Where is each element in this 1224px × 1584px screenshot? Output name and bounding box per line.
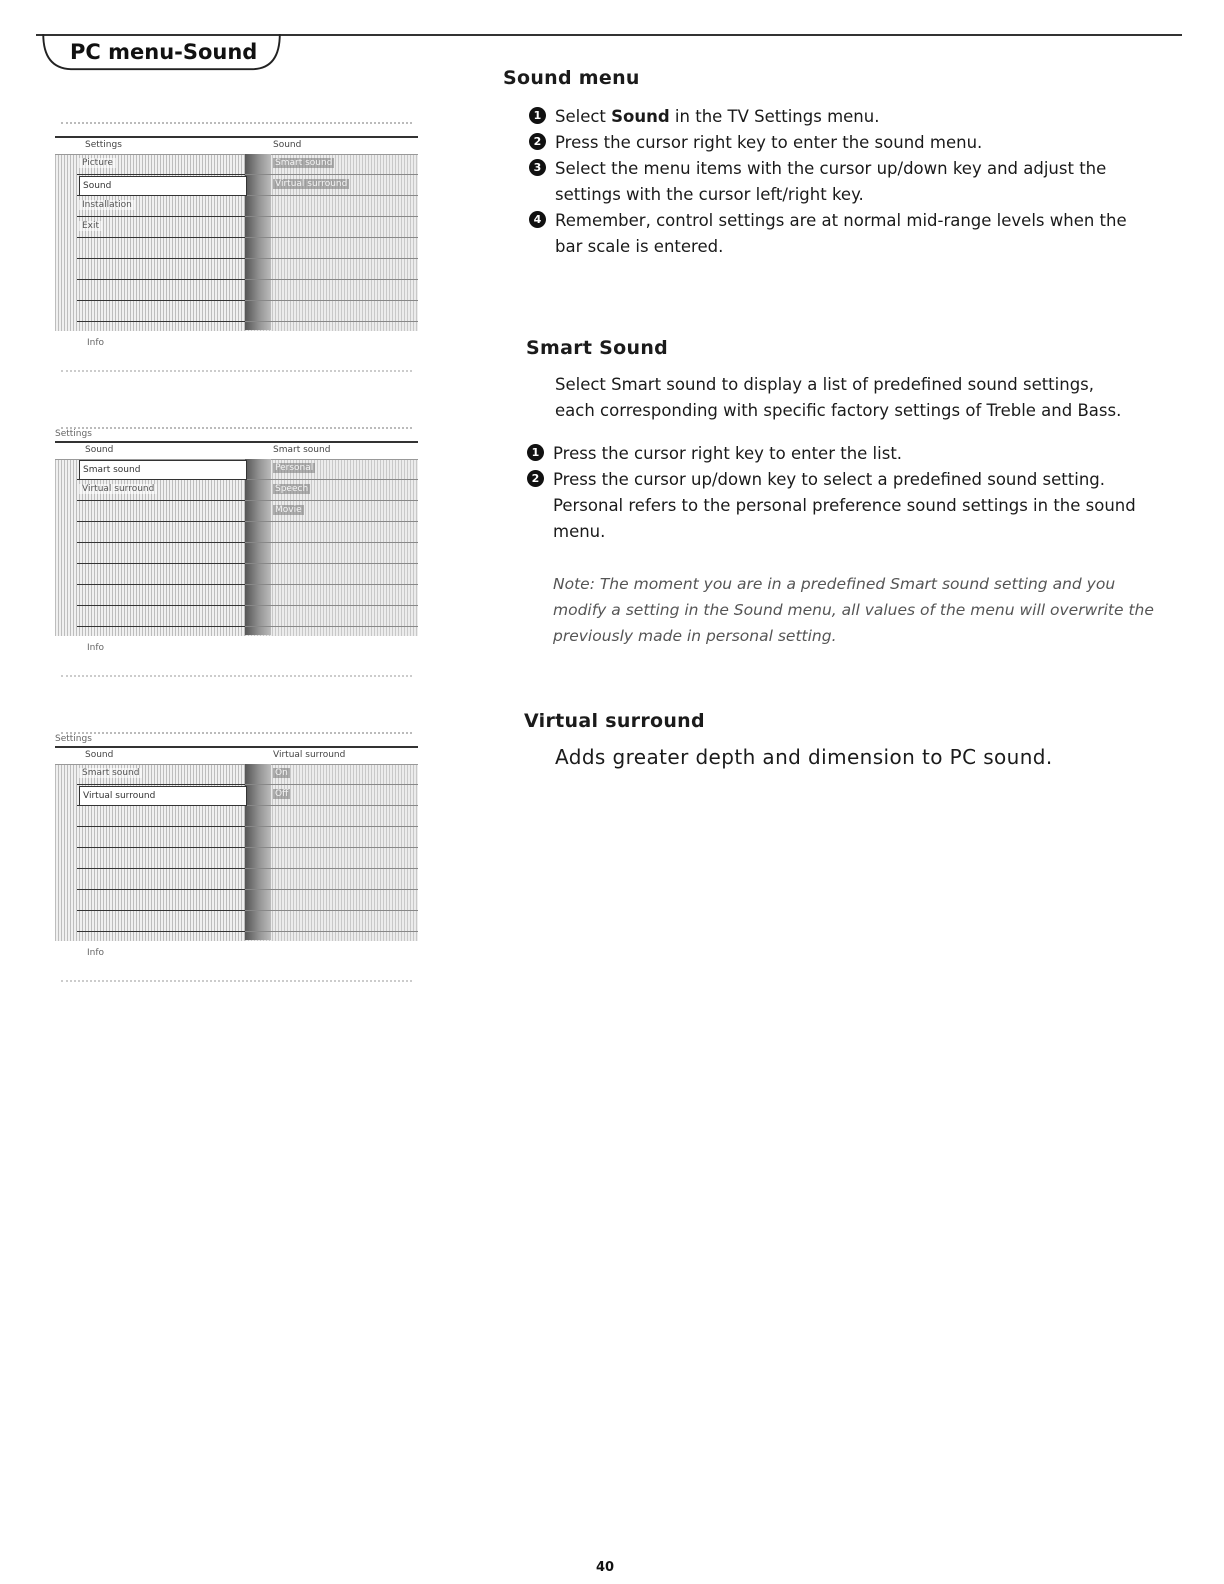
menu-option-smart-sound[interactable]: Smart sound	[275, 158, 333, 168]
menu-screenshot-smart-sound	[55, 405, 418, 677]
menu-screenshot-sound	[55, 100, 418, 372]
virtual-surround-text: Adds greater depth and dimension to PC sound.	[555, 745, 1053, 769]
step-text: Remember, control settings are at normal mid-range levels when the	[555, 211, 1127, 230]
menu-option-movie[interactable]: Movie	[275, 505, 302, 515]
menu-header-row	[55, 746, 418, 764]
menu-left-header: Sound	[85, 750, 114, 760]
step-number-badge: 1	[527, 444, 544, 461]
menu-item-smart-sound[interactable]: Smart sound	[79, 768, 142, 778]
menu-option-virtual-surround[interactable]: Virtual surround	[275, 179, 348, 189]
menu-item-smart-sound-selected[interactable]: Smart sound	[79, 460, 247, 480]
smart-sound-intro-line: each corresponding with specific factory settings of Treble and Bass.	[555, 401, 1122, 420]
menu-right-header: Virtual surround	[273, 750, 346, 760]
menu-info-bar	[61, 635, 412, 677]
menu-item-installation[interactable]: Installation	[79, 200, 135, 210]
step-text: settings with the cursor left/right key.	[555, 185, 864, 204]
smart-sound-heading: Smart Sound	[526, 337, 669, 359]
step-number-badge: 2	[529, 133, 546, 150]
menu-body	[55, 154, 418, 330]
menu-right-header: Smart sound	[273, 445, 331, 455]
step-bold-text: Sound	[611, 107, 670, 126]
menu-info-bar	[61, 940, 412, 982]
virtual-surround-heading: Virtual surround	[524, 710, 705, 732]
menu-top-dots	[61, 100, 412, 124]
menu-option-off[interactable]: Off	[275, 789, 289, 799]
page-number: 40	[596, 1560, 615, 1575]
menu-right-header: Sound	[273, 140, 302, 150]
menu-crumb	[55, 124, 418, 136]
menu-body	[55, 764, 418, 940]
step-number-badge: 4	[529, 211, 546, 228]
menu-item-sound-selected[interactable]: Sound	[79, 176, 247, 196]
menu-top-dots	[61, 405, 412, 429]
step-text: in the TV Settings menu.	[669, 107, 880, 126]
step-text: bar scale is entered.	[555, 237, 724, 256]
smart-sound-intro-line: Select Smart sound to display a list of predefined sound settings,	[555, 375, 1095, 394]
menu-item-virtual-surround[interactable]: Virtual surround	[79, 484, 157, 494]
sound-menu-heading: Sound menu	[503, 67, 640, 89]
page-title: PC menu-Sound	[70, 40, 258, 64]
smart-sound-note-line: Note: The moment you are in a predefined Smart sound setting and you	[553, 575, 1116, 593]
menu-left-header: Settings	[85, 140, 122, 150]
step-text: Personal refers to the personal preference sound settings in the sound	[553, 496, 1136, 515]
menu-info-bar	[61, 330, 412, 372]
step-number-badge: 1	[529, 107, 546, 124]
menu-screenshot-virtual-surround	[55, 710, 418, 982]
menu-option-on[interactable]: On	[275, 768, 288, 778]
menu-header-row	[55, 136, 418, 154]
step-text: menu.	[553, 522, 606, 541]
smart-sound-note-line: modify a setting in the Sound menu, all values of the menu will overwrite the	[553, 601, 1154, 619]
menu-option-personal[interactable]: Personal	[275, 463, 314, 473]
menu-item-exit[interactable]: Exit	[79, 221, 102, 231]
step-text: Select	[555, 107, 612, 126]
menu-crumb: Settings	[55, 734, 92, 744]
menu-item-picture[interactable]: Picture	[79, 158, 116, 168]
menu-top-dots	[61, 710, 412, 734]
menu-info-label: Info	[87, 643, 105, 653]
menu-item-virtual-surround-selected[interactable]: Virtual surround	[79, 786, 247, 806]
menu-info-label: Info	[87, 948, 105, 958]
menu-body	[55, 459, 418, 635]
step-number-badge: 2	[527, 470, 544, 487]
smart-sound-note-line: previously made in personal setting.	[553, 627, 837, 645]
menu-option-speech[interactable]: Speech	[275, 484, 309, 494]
menu-left-header: Sound	[85, 445, 114, 455]
step-text: Select the menu items with the cursor up/down key and adjust the	[555, 159, 1107, 178]
menu-info-label: Info	[87, 338, 105, 348]
step-text: Press the cursor up/down key to select a predefined sound setting.	[553, 470, 1106, 489]
step-number-badge: 3	[529, 159, 546, 176]
menu-crumb: Settings	[55, 429, 92, 439]
menu-header-row	[55, 441, 418, 459]
step-text: Press the cursor right key to enter the sound menu.	[555, 133, 983, 152]
step-text: Press the cursor right key to enter the list.	[553, 444, 903, 463]
